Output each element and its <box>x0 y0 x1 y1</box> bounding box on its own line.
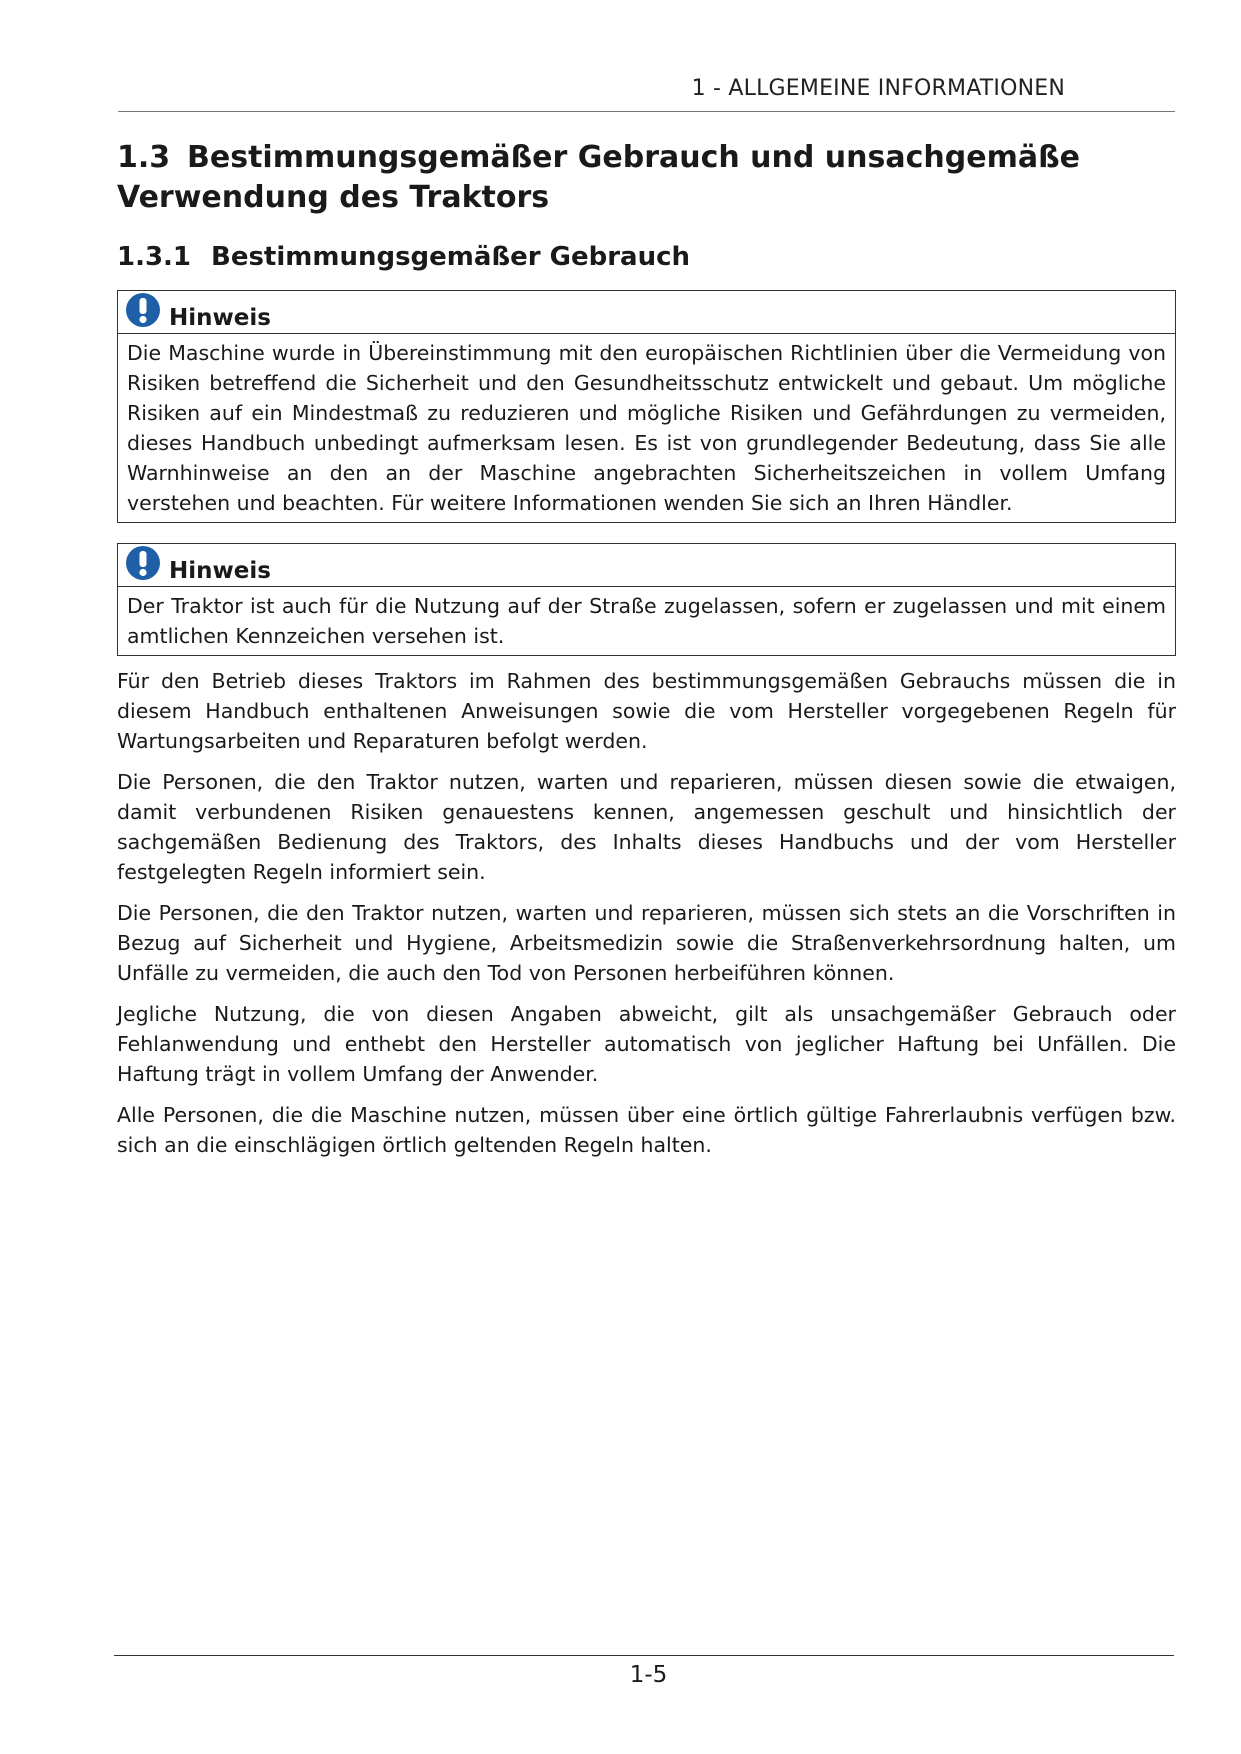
subsection-title-text: Bestimmungsgemäßer Gebrauch <box>211 242 691 272</box>
running-header: 1 - ALLGEMEINE INFORMATIONEN <box>691 76 1065 101</box>
notice-header <box>118 544 1175 587</box>
notice-header <box>118 291 1175 334</box>
header-divider <box>118 111 1175 112</box>
notice-box <box>117 290 1176 523</box>
subsection-number: 1.3.1 <box>117 242 192 272</box>
page-content <box>117 138 1176 1160</box>
notice-text: Die Maschine wurde in Übereinstimmung mit den europäischen Richtlinien über die Vermeidung von Risiken betreffend die Sicherheit und den Gesundheitsschutz entwickelt und gebaut. Um mögliche Risiken auf ein Mindestmaß zu reduzieren und mögliche Risiken und Gefährdungen zu vermeiden, dieses Handbuch unbedingt aufmerksam lesen. Es ist von grundlegender Bedeutung, dass Sie alle Warnhinweise an den an der Maschine angebrachten Sicherheitszeichen in vollem Umfang verstehen und beachten. Für weitere Informationen wenden Sie sich an Ihren Händler. <box>127 341 1166 515</box>
exclamation-circle-icon <box>125 292 161 328</box>
section-number: 1.3 <box>117 140 171 175</box>
page-number: 1-5 <box>629 1662 668 1688</box>
body-paragraph: Für den Betrieb dieses Traktors im Rahmen des bestimmungsgemäßen Gebrauchs müssen die in diesem Handbuch enthaltenen Anweisungen sowie die vom Hersteller vorgegebenen Regeln für Wartungsarbeiten und Reparaturen befolgt werden. <box>117 669 1176 753</box>
notice-box <box>117 543 1176 656</box>
body-paragraph: Alle Personen, die die Maschine nutzen, müssen über eine örtlich gültige Fahrerlaubnis verfügen bzw. sich an die einschlägigen örtlich geltenden Regeln halten. <box>117 1103 1176 1157</box>
section-title-text: Bestimmungsgemäßer Gebrauch und unsachgemäße Verwendung des Traktors <box>117 140 1081 215</box>
footer-divider <box>114 1655 1174 1656</box>
notice-label: Hinweis <box>169 558 271 584</box>
body-paragraph: Die Personen, die den Traktor nutzen, warten und reparieren, müssen sich stets an die Vorschriften in Bezug auf Sicherheit und Hygiene, Arbeitsmedizin sowie die Straßenverkehrsordnung halten, um Unfälle zu vermeiden, die auch den Tod von Personen herbeiführen können. <box>117 901 1176 985</box>
section-title <box>117 138 1176 218</box>
notice-text: Der Traktor ist auch für die Nutzung auf der Straße zugelassen, sofern er zugelassen und mit einem amtlichen Kennzeichen versehen ist. <box>127 594 1166 648</box>
body-paragraph: Jegliche Nutzung, die von diesen Angaben abweicht, gilt als unsachgemäßer Gebrauch oder Fehlanwendung und enthebt den Hersteller automatisch von jeglicher Haftung bei Unfällen. Die Haftung trägt in vollem Umfang der Anwender. <box>117 1002 1176 1086</box>
notice-label: Hinweis <box>169 305 271 331</box>
exclamation-circle-icon <box>125 545 161 581</box>
body-paragraph: Die Personen, die den Traktor nutzen, warten und reparieren, müssen diesen sowie die etwaigen, damit verbundenen Risiken genauestens kennen, angemessen geschult und hinsichtlich der sachgemäßen Bedienung des Traktors, des Inhalts dieses Handbuchs und der vom Hersteller festgelegten Regeln informiert sein. <box>117 770 1176 884</box>
subsection-title <box>117 240 1176 274</box>
